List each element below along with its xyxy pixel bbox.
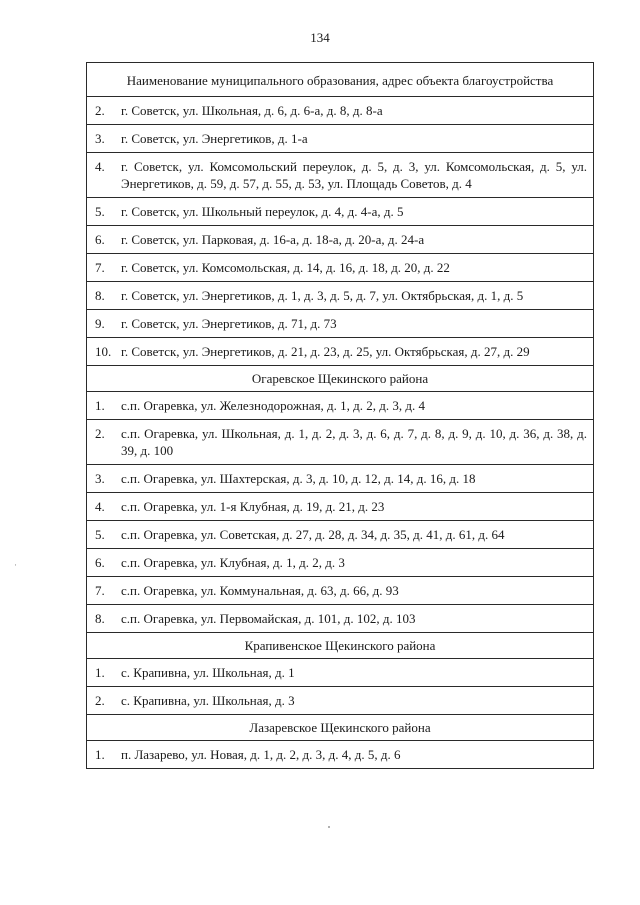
table-cell xyxy=(87,198,594,226)
table-row xyxy=(87,687,594,715)
address-text: с. Крапивна, ул. Школьная, д. 3 xyxy=(121,693,295,708)
address-table xyxy=(86,62,594,769)
table-row xyxy=(87,521,594,549)
address-text: с. Крапивна, ул. Школьная, д. 1 xyxy=(121,665,295,680)
table-row xyxy=(87,97,594,125)
table-cell xyxy=(87,465,594,493)
table-cell xyxy=(87,226,594,254)
table-row xyxy=(87,125,594,153)
section-title: Крапивенское Щекинского района xyxy=(87,633,594,659)
row-number: 2. xyxy=(95,426,105,441)
row-number: 6. xyxy=(95,555,105,570)
row-content xyxy=(87,102,593,119)
address-text: с.п. Огаревка, ул. Клубная, д. 1, д. 2, д. 3 xyxy=(121,555,345,570)
row-content xyxy=(87,231,593,248)
address-text: г. Советск, ул. Парковая, д. 16-а, д. 18-а, д. 20-а, д. 24-а xyxy=(121,232,425,247)
table-cell xyxy=(87,392,594,420)
table-cell xyxy=(87,521,594,549)
table-cell xyxy=(87,741,594,769)
section-row xyxy=(87,715,594,741)
table-cell xyxy=(87,338,594,366)
row-number: 5. xyxy=(95,527,105,542)
row-number: 1. xyxy=(95,747,105,762)
row-content xyxy=(87,554,593,571)
page-number: 134 xyxy=(310,30,330,45)
table-row xyxy=(87,741,594,769)
row-number: 8. xyxy=(95,288,105,303)
row-content xyxy=(87,664,593,681)
row-number: 2. xyxy=(95,103,105,118)
table-header-row xyxy=(87,63,594,97)
row-number: 9. xyxy=(95,316,105,331)
address-text: г. Советск, ул. Энергетиков, д. 21, д. 23, д. 25, ул. Октябрьская, д. 27, д. 29 xyxy=(121,344,530,359)
table-cell xyxy=(87,605,594,633)
table-row xyxy=(87,392,594,420)
row-number: 8. xyxy=(95,611,105,626)
row-content xyxy=(87,315,593,332)
table-row xyxy=(87,659,594,687)
section-row xyxy=(87,633,594,659)
row-number: 1. xyxy=(95,665,105,680)
table-cell xyxy=(87,577,594,605)
address-text: г. Советск, ул. Комсомольский переулок, д. 5, д. 3, ул. Комсомольская, д. 5, ул. Энергетиков, д. 59, д. 57, д. 55, д. 53, ул. Площадь Советов, д. 4 xyxy=(121,159,587,191)
table-cell xyxy=(87,153,594,198)
table-cell xyxy=(87,420,594,465)
row-content xyxy=(87,130,593,147)
table-row xyxy=(87,338,594,366)
address-text: с.п. Огаревка, ул. Железнодорожная, д. 1, д. 2, д. 3, д. 4 xyxy=(121,398,426,413)
row-number: 6. xyxy=(95,232,105,247)
address-text: г. Советск, ул. Комсомольская, д. 14, д. 16, д. 18, д. 20, д. 22 xyxy=(121,260,450,275)
row-content xyxy=(87,203,593,220)
address-text: г. Советск, ул. Энергетиков, д. 1-а xyxy=(121,131,308,146)
table-cell xyxy=(87,254,594,282)
address-text: п. Лазарево, ул. Новая, д. 1, д. 2, д. 3, д. 4, д. 5, д. 6 xyxy=(121,747,401,762)
table-row xyxy=(87,254,594,282)
section-title: Огаревское Щекинского района xyxy=(87,366,594,392)
row-number: 7. xyxy=(95,260,105,275)
table-row xyxy=(87,420,594,465)
section-row xyxy=(87,366,594,392)
row-number: 1. xyxy=(95,398,105,413)
row-content xyxy=(87,397,593,414)
table-row xyxy=(87,493,594,521)
address-text: г. Советск, ул. Школьная, д. 6, д. 6-а, д. 8, д. 8-а xyxy=(121,103,383,118)
row-number: 3. xyxy=(95,131,105,146)
table-row xyxy=(87,153,594,198)
table-row xyxy=(87,549,594,577)
row-content xyxy=(87,287,593,304)
table-cell xyxy=(87,659,594,687)
table-row xyxy=(87,605,594,633)
row-number: 7. xyxy=(95,583,105,598)
table-cell xyxy=(87,97,594,125)
table-cell xyxy=(87,687,594,715)
table-row xyxy=(87,198,594,226)
row-number: 3. xyxy=(95,471,105,486)
margin-mark: · xyxy=(14,560,17,570)
row-content xyxy=(87,746,593,763)
address-text: с.п. Огаревка, ул. 1-я Клубная, д. 19, д. 21, д. 23 xyxy=(121,499,385,514)
table-header-cell: Наименование муниципального образования, адрес объекта благоустройства xyxy=(87,63,594,97)
address-text: г. Советск, ул. Школьный переулок, д. 4, д. 4-а, д. 5 xyxy=(121,204,404,219)
row-content xyxy=(87,470,593,487)
row-number: 2. xyxy=(95,693,105,708)
row-number: 4. xyxy=(95,499,105,514)
address-text: с.п. Огаревка, ул. Советская, д. 27, д. 28, д. 34, д. 35, д. 41, д. 61, д. 64 xyxy=(121,527,505,542)
row-content xyxy=(87,498,593,515)
row-content xyxy=(87,610,593,627)
row-content xyxy=(87,526,593,543)
address-text: с.п. Огаревка, ул. Первомайская, д. 101, д. 102, д. 103 xyxy=(121,611,416,626)
row-content xyxy=(87,425,593,459)
row-content xyxy=(87,343,593,360)
row-content xyxy=(87,259,593,276)
table-cell xyxy=(87,493,594,521)
address-text: с.п. Огаревка, ул. Коммунальная, д. 63, д. 66, д. 93 xyxy=(121,583,399,598)
table-cell xyxy=(87,125,594,153)
table-row xyxy=(87,226,594,254)
address-text: с.п. Огаревка, ул. Шахтерская, д. 3, д. 10, д. 12, д. 14, д. 16, д. 18 xyxy=(121,471,476,486)
row-number: 5. xyxy=(95,204,105,219)
address-table-body xyxy=(87,63,594,769)
row-number: 4. xyxy=(95,159,105,174)
address-text: г. Советск, ул. Энергетиков, д. 71, д. 73 xyxy=(121,316,337,331)
table-row xyxy=(87,310,594,338)
row-content xyxy=(87,692,593,709)
table-row xyxy=(87,577,594,605)
row-number: 10. xyxy=(95,344,112,359)
address-text: г. Советск, ул. Энергетиков, д. 1, д. 3, д. 5, д. 7, ул. Октябрьская, д. 1, д. 5 xyxy=(121,288,524,303)
table-cell xyxy=(87,549,594,577)
section-title: Лазаревское Щекинского района xyxy=(87,715,594,741)
table-row xyxy=(87,465,594,493)
table-row xyxy=(87,282,594,310)
table-cell xyxy=(87,282,594,310)
stray-dot xyxy=(328,826,330,828)
row-content xyxy=(87,158,593,192)
table-cell xyxy=(87,310,594,338)
row-content xyxy=(87,582,593,599)
address-text: с.п. Огаревка, ул. Школьная, д. 1, д. 2, д. 3, д. 6, д. 7, д. 8, д. 9, д. 10, д. 36, д. 38, д. 39, д. 100 xyxy=(121,426,587,458)
